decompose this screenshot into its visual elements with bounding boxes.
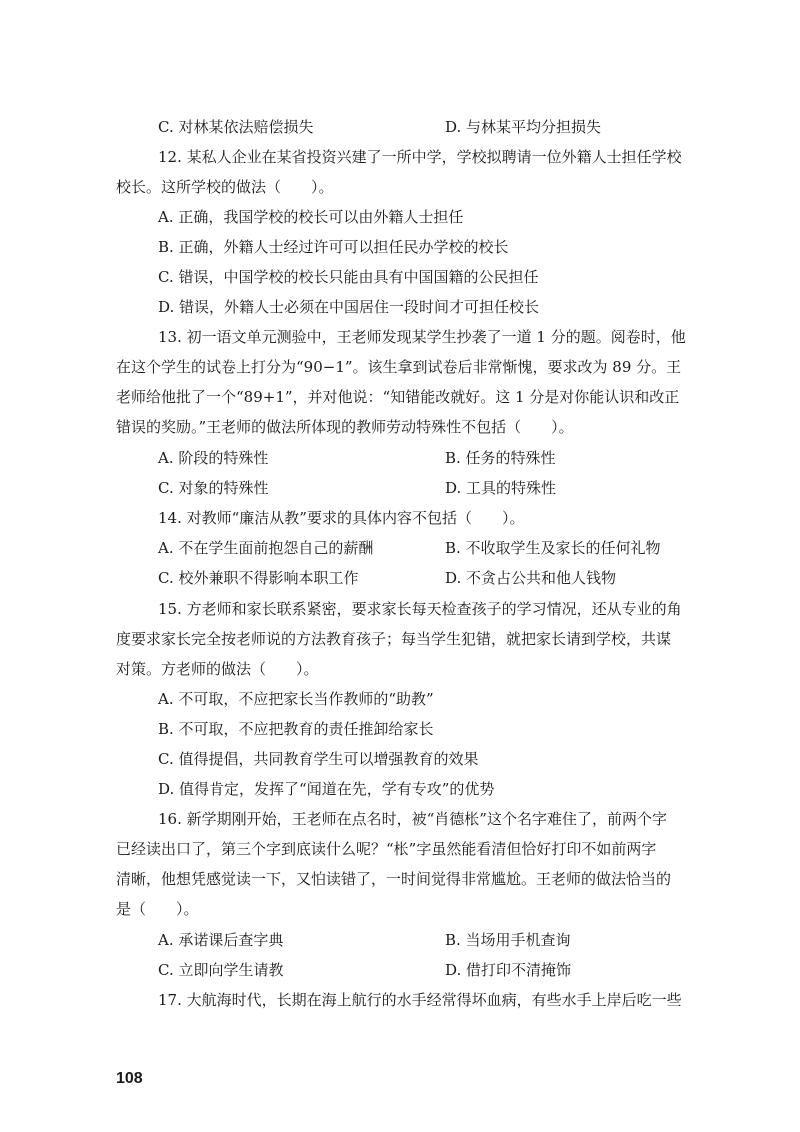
question-15-stem-cont: 对策。方老师的做法（ ）。 xyxy=(116,660,319,678)
question-15-option-c: C. 值得提倡，共同教育学生可以增强教育的效果 xyxy=(158,750,479,768)
question-14-option-b: B. 不收取学生及家长的任何礼物 xyxy=(445,539,661,557)
question-13-stem: 13. 初一语文单元测验中，王老师发现某学生抄袭了一道 1 分的题。阅卷时，他 xyxy=(158,328,686,346)
question-16-option-d: D. 借打印不清掩饰 xyxy=(445,961,572,979)
question-13-stem-cont: 老师给他批了一个“89+1”，并对他说：“知错能改就好。这 1 分是对你能认识和改正 xyxy=(116,388,680,406)
question-14-option-a: A. 不在学生面前抱怨自己的薪酬 xyxy=(158,539,374,557)
question-13-option-b: B. 任务的特殊性 xyxy=(445,449,556,467)
question-15-stem-cont: 度要求家长完全按老师说的方法教育孩子；每当学生犯错，就把家长请到学校，共谋 xyxy=(116,630,672,648)
question-16-option-c: C. 立即向学生请教 xyxy=(158,961,284,979)
question-15-option-b: B. 不可取，不应把教育的责任推卸给家长 xyxy=(158,720,434,738)
question-15-stem: 15. 方老师和家长联系紧密，要求家长每天检查孩子的学习情况，还从专业的角 xyxy=(158,600,682,618)
question-16-option-b: B. 当场用手机查询 xyxy=(445,931,571,949)
question-16-option-a: A. 承诺课后查字典 xyxy=(158,931,284,949)
option-d-prev: D. 与林某平均分担损失 xyxy=(445,118,602,136)
question-15-option-d: D. 值得肯定，发挥了“闻道在先，学有专攻”的优势 xyxy=(158,780,495,798)
question-12-stem-cont: 校长。这所学校的做法（ ）。 xyxy=(116,178,334,196)
question-12-option-c: C. 错误，中国学校的校长只能由具有中国国籍的公民担任 xyxy=(158,268,539,286)
question-12-option-a: A. 正确，我国学校的校长可以由外籍人士担任 xyxy=(158,208,464,226)
question-13-option-d: D. 工具的特殊性 xyxy=(445,479,557,497)
question-15-option-a: A. 不可取，不应把家长当作教师的“助教” xyxy=(158,690,434,708)
question-16-stem-cont: 是（ ）。 xyxy=(116,900,199,918)
question-12-option-b: B. 正确，外籍人士经过许可可以担任民办学校的校长 xyxy=(158,238,509,256)
question-12-stem: 12. 某私人企业在某省投资兴建了一所中学，学校拟聘请一位外籍人士担任学校 xyxy=(158,148,682,166)
question-14-option-d: D. 不贪占公共和他人钱物 xyxy=(445,569,617,587)
question-16-stem-cont: 清晰，他想凭感觉读一下，又怕读错了，一时间觉得非常尴尬。王老师的做法恰当的 xyxy=(116,870,672,888)
question-13-stem-cont: 错误的奖励。”王老师的做法所体现的教师劳动特殊性不包括（ ）。 xyxy=(116,418,574,436)
option-c-prev: C. 对林某依法赔偿损失 xyxy=(158,118,314,136)
question-16-stem-cont: 已经读出口了，第三个字到底读什么呢？“枨”字虽然能看清但恰好打印不如前两字 xyxy=(116,840,657,858)
question-16-stem: 16. 新学期刚开始，王老师在点名时，被“肖德枨”这个名字难住了，前两个字 xyxy=(158,810,667,828)
question-12-option-d: D. 错误，外籍人士必须在中国居住一段时间才可担任校长 xyxy=(158,298,540,316)
question-17-stem: 17. 大航海时代，长期在海上航行的水手经常得坏血病，有些水手上岸后吃一些 xyxy=(158,991,682,1009)
question-14-option-c: C. 校外兼职不得影响本职工作 xyxy=(158,569,359,587)
question-13-option-a: A. 阶段的特殊性 xyxy=(158,449,269,467)
question-14-stem: 14. 对教师“廉洁从教”要求的具体内容不包括（ ）。 xyxy=(158,509,525,527)
page-number: 108 xyxy=(116,1070,143,1087)
question-13-stem-cont: 在这个学生的试卷上打分为“90−1”。该生拿到试卷后非常惭愧，要求改为 89 分。王 xyxy=(116,358,682,376)
question-13-option-c: C. 对象的特殊性 xyxy=(158,479,269,497)
